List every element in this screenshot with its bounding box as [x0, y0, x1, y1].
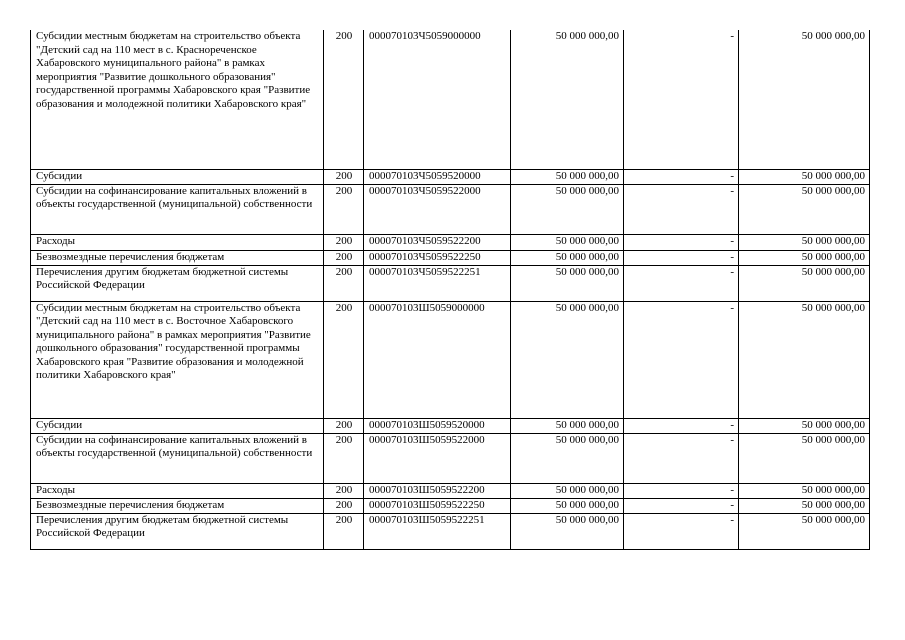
row-exec-cell: -: [624, 265, 739, 301]
row-exec-cell: -: [624, 483, 739, 498]
table-row: [31, 483, 870, 498]
row-code-cell: 200: [324, 250, 364, 265]
row-rest-cell: 50 000 000,00: [739, 250, 870, 265]
row-csr-cell: 000070103Ш5059000000: [364, 301, 511, 418]
row-code-cell: 200: [324, 483, 364, 498]
row-name-cell: Безвозмездные перечисления бюджетам: [31, 498, 324, 513]
row-rest-cell: 50 000 000,00: [739, 418, 870, 433]
row-rest-cell: 50 000 000,00: [739, 513, 870, 549]
row-code-cell: 200: [324, 234, 364, 250]
row-plan-cell: 50 000 000,00: [511, 301, 624, 418]
row-name-cell: Перечисления другим бюджетам бюджетной системы Российской Федерации: [31, 265, 324, 301]
row-rest-cell: 50 000 000,00: [739, 169, 870, 184]
table-row: [31, 513, 870, 549]
row-plan-cell: 50 000 000,00: [511, 513, 624, 549]
row-exec-cell: -: [624, 418, 739, 433]
row-plan-cell: 50 000 000,00: [511, 250, 624, 265]
row-exec-cell: -: [624, 301, 739, 418]
row-plan-cell: 50 000 000,00: [511, 433, 624, 483]
row-csr-cell: 000070103Ш5059522000: [364, 433, 511, 483]
table-row: [31, 169, 870, 184]
row-plan-cell: 50 000 000,00: [511, 483, 624, 498]
row-exec-cell: -: [624, 433, 739, 483]
row-rest-cell: 50 000 000,00: [739, 30, 870, 169]
row-code-cell: 200: [324, 169, 364, 184]
row-name-cell: Субсидии местным бюджетам на строительство объекта "Детский сад на 110 мест в с. Восточное Хабаровского муниципального района" в рамках мероприятия "Развитие дошкольного образования" государственной программы Хабаровского края "Развитие образования и молодежной политики Хабаровского края": [31, 301, 324, 418]
budget-sheet: [30, 30, 870, 550]
row-csr-cell: 000070103Ч5059520000: [364, 169, 511, 184]
row-exec-cell: -: [624, 30, 739, 169]
budget-table: [30, 30, 870, 550]
row-exec-cell: -: [624, 250, 739, 265]
row-exec-cell: -: [624, 513, 739, 549]
row-rest-cell: 50 000 000,00: [739, 433, 870, 483]
row-code-cell: 200: [324, 498, 364, 513]
table-row: [31, 234, 870, 250]
row-rest-cell: 50 000 000,00: [739, 483, 870, 498]
row-csr-cell: 000070103Ч5059000000: [364, 30, 511, 169]
row-csr-cell: 000070103Ш5059520000: [364, 418, 511, 433]
row-csr-cell: 000070103Ш5059522200: [364, 483, 511, 498]
row-code-cell: 200: [324, 513, 364, 549]
row-plan-cell: 50 000 000,00: [511, 265, 624, 301]
table-row: [31, 301, 870, 418]
row-name-cell: Субсидии на софинансирование капитальных вложений в объекты государственной (муниципальной) собственности: [31, 184, 324, 234]
row-rest-cell: 50 000 000,00: [739, 265, 870, 301]
row-plan-cell: 50 000 000,00: [511, 234, 624, 250]
row-code-cell: 200: [324, 433, 364, 483]
row-rest-cell: 50 000 000,00: [739, 184, 870, 234]
row-csr-cell: 000070103Ш5059522250: [364, 498, 511, 513]
row-code-cell: 200: [324, 301, 364, 418]
row-plan-cell: 50 000 000,00: [511, 169, 624, 184]
row-exec-cell: -: [624, 169, 739, 184]
row-exec-cell: -: [624, 234, 739, 250]
row-code-cell: 200: [324, 184, 364, 234]
row-csr-cell: 000070103Ш5059522251: [364, 513, 511, 549]
row-name-cell: Расходы: [31, 483, 324, 498]
row-plan-cell: 50 000 000,00: [511, 418, 624, 433]
row-plan-cell: 50 000 000,00: [511, 30, 624, 169]
table-row: [31, 30, 870, 169]
table-row: [31, 265, 870, 301]
row-plan-cell: 50 000 000,00: [511, 498, 624, 513]
row-code-cell: 200: [324, 265, 364, 301]
row-rest-cell: 50 000 000,00: [739, 234, 870, 250]
row-exec-cell: -: [624, 498, 739, 513]
row-plan-cell: 50 000 000,00: [511, 184, 624, 234]
table-row: [31, 184, 870, 234]
row-name-cell: Безвозмездные перечисления бюджетам: [31, 250, 324, 265]
table-row: [31, 433, 870, 483]
row-csr-cell: 000070103Ч5059522000: [364, 184, 511, 234]
row-name-cell: Субсидии местным бюджетам на строительство объекта "Детский сад на 110 мест в с. Краснореченское Хабаровского муниципального района" в рамках мероприятия "Развитие дошкольного образования" государственной программы Хабаровского края "Развитие образования и молодежной политики Хабаровского края": [31, 30, 324, 169]
row-name-cell: Субсидии на софинансирование капитальных вложений в объекты государственной (муниципальной) собственности: [31, 433, 324, 483]
row-rest-cell: 50 000 000,00: [739, 301, 870, 418]
table-row: [31, 498, 870, 513]
row-name-cell: Субсидии: [31, 418, 324, 433]
row-code-cell: 200: [324, 30, 364, 169]
row-csr-cell: 000070103Ч5059522250: [364, 250, 511, 265]
row-name-cell: Субсидии: [31, 169, 324, 184]
row-exec-cell: -: [624, 184, 739, 234]
row-csr-cell: 000070103Ч5059522251: [364, 265, 511, 301]
row-code-cell: 200: [324, 418, 364, 433]
table-row: [31, 250, 870, 265]
row-csr-cell: 000070103Ч5059522200: [364, 234, 511, 250]
row-name-cell: Расходы: [31, 234, 324, 250]
budget-table-body: [31, 30, 870, 549]
table-row: [31, 418, 870, 433]
row-name-cell: Перечисления другим бюджетам бюджетной системы Российской Федерации: [31, 513, 324, 549]
row-rest-cell: 50 000 000,00: [739, 498, 870, 513]
